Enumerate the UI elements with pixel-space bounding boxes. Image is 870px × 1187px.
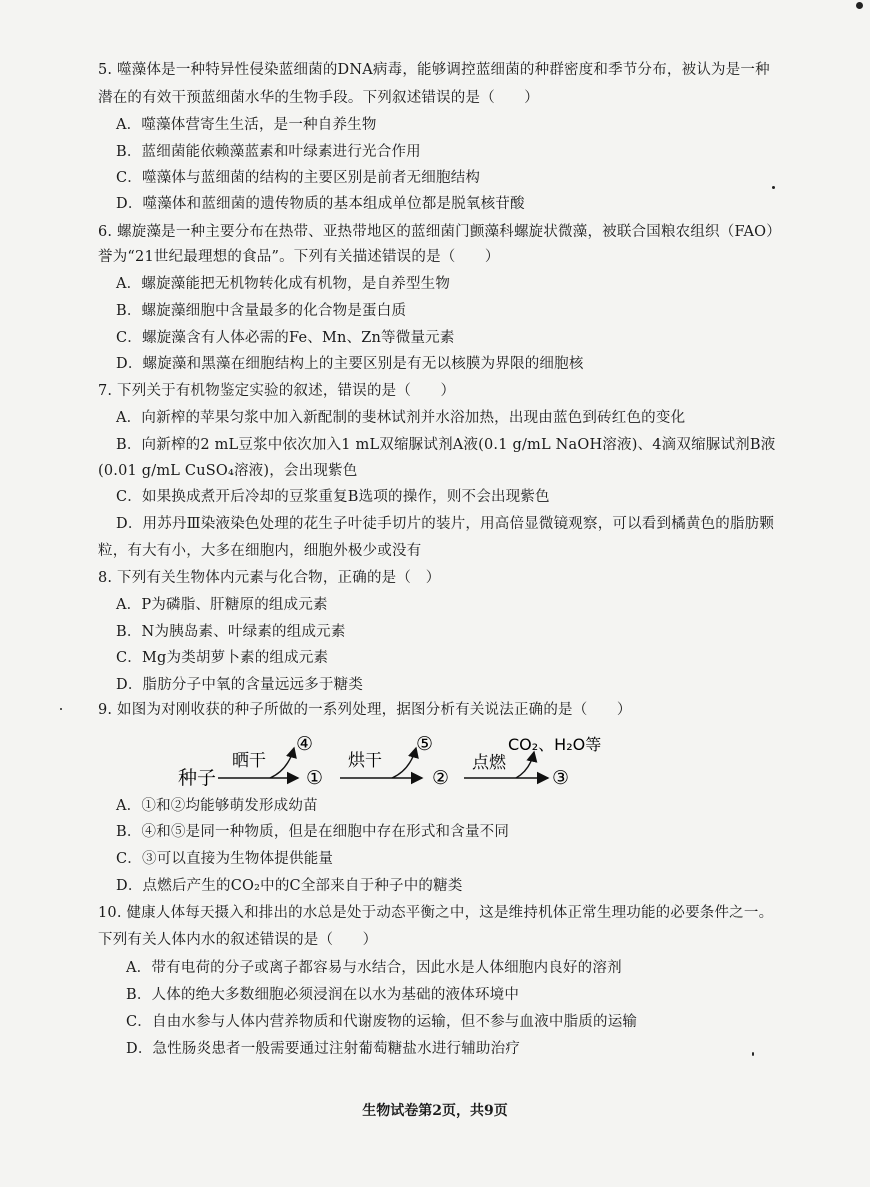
arrow-to-four bbox=[270, 748, 294, 778]
scan-speck bbox=[772, 186, 775, 189]
q5-option-c: C．噬藻体与蓝细菌的结构的主要区别是前者无细胞结构 bbox=[116, 170, 481, 186]
q7-stem: 7. 下列关于有机物鉴定实验的叙述，错误的是（ ） bbox=[98, 383, 456, 399]
q6-option-c: C．螺旋藻含有人体必需的Fe、Mn、Zn等微量元素 bbox=[116, 330, 455, 346]
label-three: ③ bbox=[552, 767, 570, 789]
q8-option-d: D．脂肪分子中氧的含量远远多于糖类 bbox=[116, 677, 364, 693]
q7-option-b-line1: B．向新榨的2 mL豆浆中依次加入1 mL双缩脲试剂A液(0.1 g/mL NaOH溶液)、4滴双缩脲试剂B液 bbox=[116, 437, 776, 453]
oven-dry-label: 烘干 bbox=[348, 751, 382, 771]
seed-label: 种子 bbox=[178, 767, 217, 789]
label-five: ⑤ bbox=[416, 733, 434, 755]
arrow-to-five bbox=[392, 748, 416, 778]
q6-option-b: B．螺旋藻细胞中含量最多的化合物是蛋白质 bbox=[116, 303, 407, 319]
label-one: ① bbox=[306, 767, 324, 789]
q7-option-d-line1: D．用苏丹Ⅲ染液染色处理的花生子叶徒手切片的装片，用高倍显微镜观察，可以看到橘黄色的脂肪颗 bbox=[116, 516, 775, 532]
q5-option-a: A．噬藻体营寄生生活，是一种自养生物 bbox=[116, 117, 377, 133]
q7-option-b-line2: (0.01 g/mL CuSO₄溶液)，会出现紫色 bbox=[98, 463, 358, 479]
scan-speck bbox=[856, 2, 863, 9]
page-footer: 生物试卷第2页，共9页 bbox=[362, 1103, 508, 1119]
q10-option-a: A．带有电荷的分子或离子都容易与水结合，因此水是人体细胞内良好的溶剂 bbox=[126, 960, 622, 976]
q6-option-d: D．螺旋藻和黑藻在细胞结构上的主要区别是有无以核膜为界限的细胞核 bbox=[116, 356, 584, 372]
q9-stem: 9. 如图为对刚收获的种子所做的一系列处理，据图分析有关说法正确的是（ ） bbox=[98, 702, 632, 718]
scan-speck bbox=[752, 1052, 754, 1056]
q5-option-b: B．蓝细菌能依赖藻蓝素和叶绿素进行光合作用 bbox=[116, 144, 421, 160]
arrow-to-products bbox=[516, 752, 534, 778]
q7-option-d-line2: 粒，有大有小，大多在细胞内，细胞外极少或没有 bbox=[98, 543, 422, 559]
q7-option-a: A．向新榨的苹果匀浆中加入新配制的斐林试剂并水浴加热，出现由蓝色到砖红色的变化 bbox=[116, 410, 686, 426]
q8-stem: 8. 下列有关生物体内元素与化合物，正确的是（ ） bbox=[98, 570, 441, 586]
q8-option-c: C．Mg为类胡萝卜素的组成元素 bbox=[116, 650, 329, 666]
q10-option-b: B．人体的绝大多数细胞必须浸润在以水为基础的液体环境中 bbox=[126, 987, 520, 1003]
sun-dry-label: 晒干 bbox=[232, 751, 266, 771]
q10-option-d: D．急性肠炎患者一般需要通过注射葡萄糖盐水进行辅助治疗 bbox=[126, 1041, 521, 1057]
q6-option-a: A．螺旋藻能把无机物转化成有机物，是自养型生物 bbox=[116, 276, 451, 292]
label-four: ④ bbox=[296, 733, 314, 755]
q5-option-d: D．噬藻体和蓝细菌的遗传物质的基本组成单位都是脱氧核苷酸 bbox=[116, 196, 525, 212]
scan-speck bbox=[60, 708, 62, 710]
products-label: CO₂、H₂O等 bbox=[508, 735, 602, 754]
q9-option-b: B．④和⑤是同一种物质，但是在细胞中存在形式和含量不同 bbox=[116, 824, 510, 840]
q9-option-a: A．①和②均能够萌发形成幼苗 bbox=[116, 798, 318, 814]
seed-treatment-diagram bbox=[170, 728, 640, 790]
q6-stem-line1: 6. 螺旋藻是一种主要分布在热带、亚热带地区的蓝细菌门颤藻科螺旋状微藻，被联合国粮农组织（FAO） bbox=[98, 224, 781, 240]
q5-stem-line1: 5. 噬藻体是一种特异性侵染蓝细菌的DNA病毒，能够调控蓝细菌的种群密度和季节分布，被认为是一种 bbox=[98, 62, 770, 78]
q7-option-c: C．如果换成煮开后冷却的豆浆重复B选项的操作，则不会出现紫色 bbox=[116, 489, 550, 505]
q6-stem-line2: 誉为“21世纪最理想的食品”。下列有关描述错误的是（ ） bbox=[98, 249, 500, 265]
label-two: ② bbox=[432, 767, 450, 789]
q9-option-d: D．点燃后产生的CO₂中的C全部来自于种子中的糖类 bbox=[116, 878, 463, 894]
ignite-label: 点燃 bbox=[472, 753, 506, 773]
q8-option-b: B．N为胰岛素、叶绿素的组成元素 bbox=[116, 624, 346, 640]
q5-stem-line2: 潜在的有效干预蓝细菌水华的生物手段。下列叙述错误的是（ ） bbox=[98, 90, 539, 106]
q10-stem-line1: 10. 健康人体每天摄入和排出的水总是处于动态平衡之中，这是维持机体正常生理功能的必要条件之一。 bbox=[98, 905, 774, 921]
q10-stem-line2: 下列有关人体内水的叙述错误的是（ ） bbox=[98, 932, 378, 948]
q9-option-c: C．③可以直接为生物体提供能量 bbox=[116, 851, 334, 867]
q8-option-a: A．P为磷脂、肝糖原的组成元素 bbox=[116, 597, 328, 613]
q10-option-c: C．自由水参与人体内营养物质和代谢废物的运输，但不参与血液中脂质的运输 bbox=[126, 1014, 638, 1030]
